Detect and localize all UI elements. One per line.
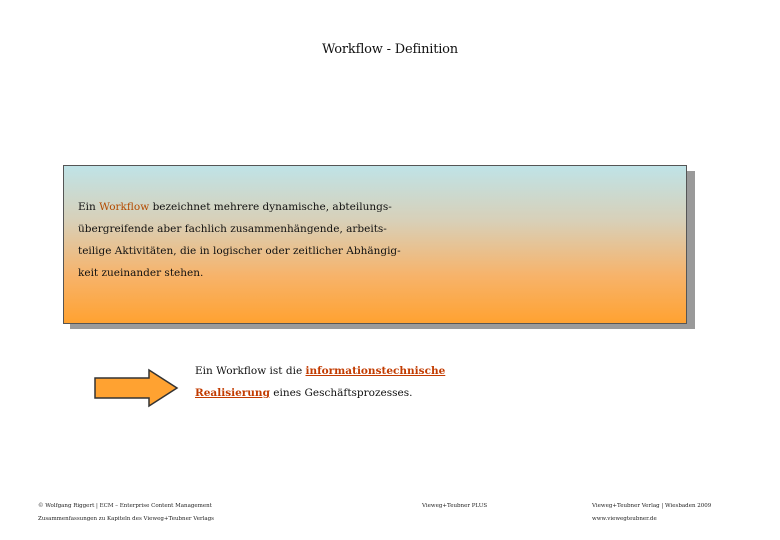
footer-website: www.viewegteubner.de bbox=[592, 516, 657, 522]
statement-prefix: Ein Workflow ist die bbox=[195, 365, 306, 377]
right-arrow-icon bbox=[93, 368, 179, 412]
footer-summary: Zusammenfassungen zu Kapiteln des Vieweg+Teubner Verlags bbox=[38, 516, 214, 522]
footer-left bbox=[38, 500, 214, 526]
statement-suffix: eines Geschäftsprozesses. bbox=[269, 387, 413, 399]
definition-text bbox=[78, 196, 418, 284]
workflow-statement bbox=[195, 360, 485, 404]
definition-box bbox=[63, 165, 687, 324]
footer-middle: Vieweg+Teubner PLUS bbox=[422, 503, 488, 509]
definition-keyword: Workflow bbox=[99, 201, 150, 213]
statement-keyword: informationstechnische Realisierung bbox=[195, 365, 446, 399]
definition-prefix: Ein bbox=[78, 201, 100, 213]
page-title: Workflow - Definition bbox=[322, 42, 458, 57]
footer-publisher: Vieweg+Teubner Verlag | Wiesbaden 2009 bbox=[592, 503, 712, 509]
footer-right bbox=[592, 500, 711, 526]
definition-rest: bezeichnet mehrere dynamische, abteilungs- übergreifende aber fachlich zusammenhängende, arbeits- teilige Aktivitäten, die in logischer oder zeitlicher Abhängig- keit zueinander stehen. bbox=[78, 201, 401, 279]
footer-copyright: © Wolfgang Riggert | ECM – Enterprise Content Management bbox=[38, 503, 212, 509]
